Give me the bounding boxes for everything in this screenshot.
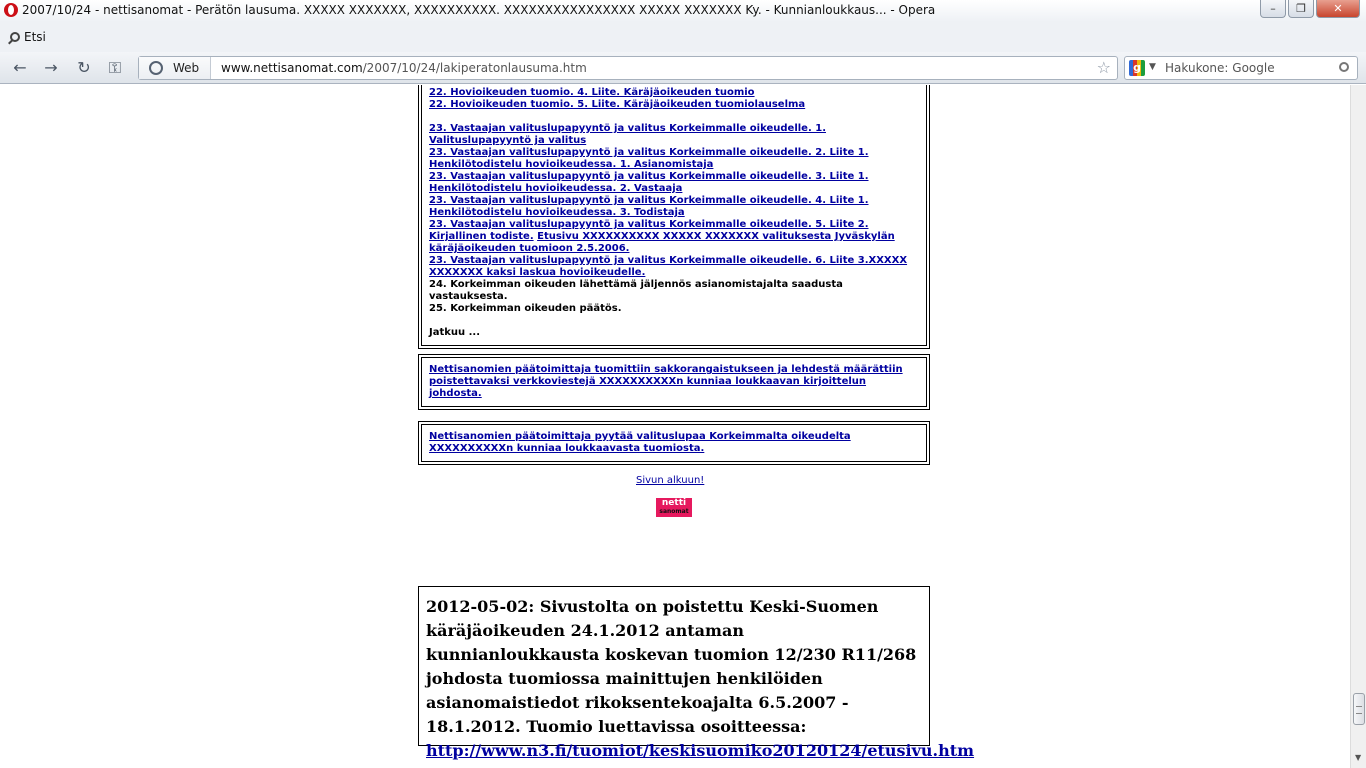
navigation-toolbar	[0, 52, 1366, 84]
globe-icon	[149, 61, 163, 75]
bookmark-star-icon[interactable]: ☆	[1096, 58, 1111, 77]
window-controls	[1260, 0, 1360, 18]
nettisanomat-logo[interactable]	[656, 498, 692, 517]
address-bar[interactable]	[138, 56, 1118, 80]
close-button[interactable]: ✕	[1316, 0, 1360, 18]
article-link-2[interactable]: Nettisanomien päätoimittaja pyytää valituslupaa Korkeimmalta oikeudelta XXXXXXXXXXn kunniaa loukkaavasta tuomiosta.	[429, 431, 851, 454]
toc-link[interactable]: 23. Vastaajan valituslupapyyntö ja valitus Korkeimmalle oikeudelle. 2. Liite 1. Henkilötodistelu hovioikeudessa. 1. Asianomistaja	[429, 147, 869, 170]
logo-line-1: netti	[661, 498, 687, 508]
search-menu-button[interactable]	[10, 30, 46, 44]
title-bar	[0, 0, 1366, 22]
wand-key-button[interactable]: ⚿	[108, 58, 122, 77]
article-box-1	[418, 354, 930, 410]
web-badge[interactable]	[139, 57, 211, 79]
toc-link[interactable]: 23. Vastaajan valituslupapyyntö ja valitus Korkeimmalle oikeudelle. 1. Valituslupapyyntö ja valitus	[429, 123, 826, 146]
search-go-icon[interactable]	[1339, 62, 1349, 72]
toc-item[interactable]	[429, 99, 920, 111]
toc-extra-link[interactable]: Etusivu XXXXXXXXXX XXXXX XXXXXXX valituksesta Jyväskylän käräjäoikeuden tuomioon 2.5.2006.	[429, 231, 895, 254]
article-link-1[interactable]: Nettisanomien päätoimittaja tuomittiin sakkorangaistukseen ja lehdestä määrättiin poistettavaksi verkkoviestejä XXXXXXXXXXn kunniaa loukkaavan kirjoittelun johdosta.	[429, 364, 903, 399]
search-placeholder: Hakukone: Google	[1165, 61, 1275, 75]
toc-item: 24. Korkeimman oikeuden lähettämä jäljennös asianomistajalta saadusta vastauksesta.	[429, 279, 843, 302]
scroll-down-arrow-icon[interactable]: ▼	[1355, 753, 1362, 762]
chevron-down-icon[interactable]: ▼	[1149, 62, 1156, 72]
url-host: www.nettisanomat.com	[221, 61, 363, 75]
address-url[interactable]	[221, 57, 587, 79]
minimize-button[interactable]: –	[1260, 0, 1286, 18]
page-viewport	[0, 85, 1350, 768]
opera-logo-icon	[4, 3, 18, 17]
toc-item[interactable]	[429, 147, 920, 171]
search-field[interactable]	[1124, 56, 1358, 80]
toc-spacer	[429, 111, 920, 123]
toc-list	[421, 85, 927, 346]
toc-spacer	[429, 315, 920, 327]
back-to-top-link[interactable]: Sivun alkuun!	[636, 475, 705, 486]
toc-link[interactable]: 22. Hovioikeuden tuomio. 5. Liite. Käräjäoikeuden tuomiolauselma	[429, 99, 806, 110]
toc-item[interactable]	[429, 219, 920, 255]
search-menu-label: Etsi	[24, 30, 46, 44]
window-title: 2007/10/24 - nettisanomat - Perätön lausuma. XXXXX XXXXXXX, XXXXXXXXXX. XXXXXXXXXXXXXXXX XXXXX XXXXXXX Ky. - Kunnianloukkaus... - Opera	[22, 3, 936, 17]
toc-link[interactable]: 22. Hovioikeuden tuomio. 4. Liite. Käräjäoikeuden tuomio	[429, 87, 755, 98]
reload-button[interactable]: ↻	[77, 58, 91, 77]
toc-item[interactable]	[429, 195, 920, 219]
search-icon	[10, 32, 20, 42]
vertical-scrollbar[interactable]	[1350, 85, 1366, 768]
toc-item[interactable]	[429, 123, 920, 147]
url-path: /2007/10/24/lakiperatonlausuma.htm	[362, 61, 587, 75]
toc-item: Jatkuu ...	[429, 327, 481, 338]
forward-button[interactable]: →	[44, 58, 58, 77]
toc-item[interactable]	[429, 171, 920, 195]
scrollbar-thumb[interactable]	[1353, 693, 1365, 725]
toc-box	[418, 85, 930, 349]
menu-bar	[0, 22, 1366, 52]
toc-item[interactable]	[429, 87, 920, 99]
toc-link[interactable]: 23. Vastaajan valituslupapyyntö ja valitus Korkeimmalle oikeudelle. 3. Liite 1. Henkilötodistelu hovioikeudessa. 2. Vastaaja	[429, 171, 869, 194]
toc-link[interactable]: 23. Vastaajan valituslupapyyntö ja valitus Korkeimmalle oikeudelle. 5. Liite 2. Kirjallinen todiste.	[429, 219, 869, 242]
notice-link[interactable]: http://www.n3.fi/tuomiot/keskisuomiko20120124/etusivu.htm	[426, 741, 975, 760]
google-icon[interactable]: g	[1129, 60, 1145, 76]
toc-link[interactable]: 23. Vastaajan valituslupapyyntö ja valitus Korkeimmalle oikeudelle. 6. Liite 3.XXXXX XXXXXXX kaksi laskua hovioikeudelle.	[429, 255, 908, 278]
removal-notice	[418, 586, 975, 760]
notice-text: 2012-05-02: Sivustolta on poistettu Keski-Suomen käräjäoikeuden 24.1.2012 antaman kunnianloukkausta koskevan tuomion 12/230 R11/268 johdosta tuomiossa mainittujen henkilöiden asianomaistiedot rikoksentekoajalta 6.5.2007 - 18.1.2012. Tuomio luettavissa osoitteessa:	[426, 597, 917, 736]
maximize-button[interactable]: ❐	[1288, 0, 1314, 18]
logo-line-2: sanomat	[659, 508, 689, 515]
back-button[interactable]: ←	[13, 58, 27, 77]
web-label: Web	[173, 61, 200, 75]
article-box-2	[418, 421, 930, 465]
toc-link[interactable]: 23. Vastaajan valituslupapyyntö ja valitus Korkeimmalle oikeudelle. 4. Liite 1. Henkilötodistelu hovioikeudessa. 3. Todistaja	[429, 195, 869, 218]
toc-item[interactable]	[429, 255, 920, 279]
toc-item: 25. Korkeimman oikeuden päätös.	[429, 303, 622, 314]
